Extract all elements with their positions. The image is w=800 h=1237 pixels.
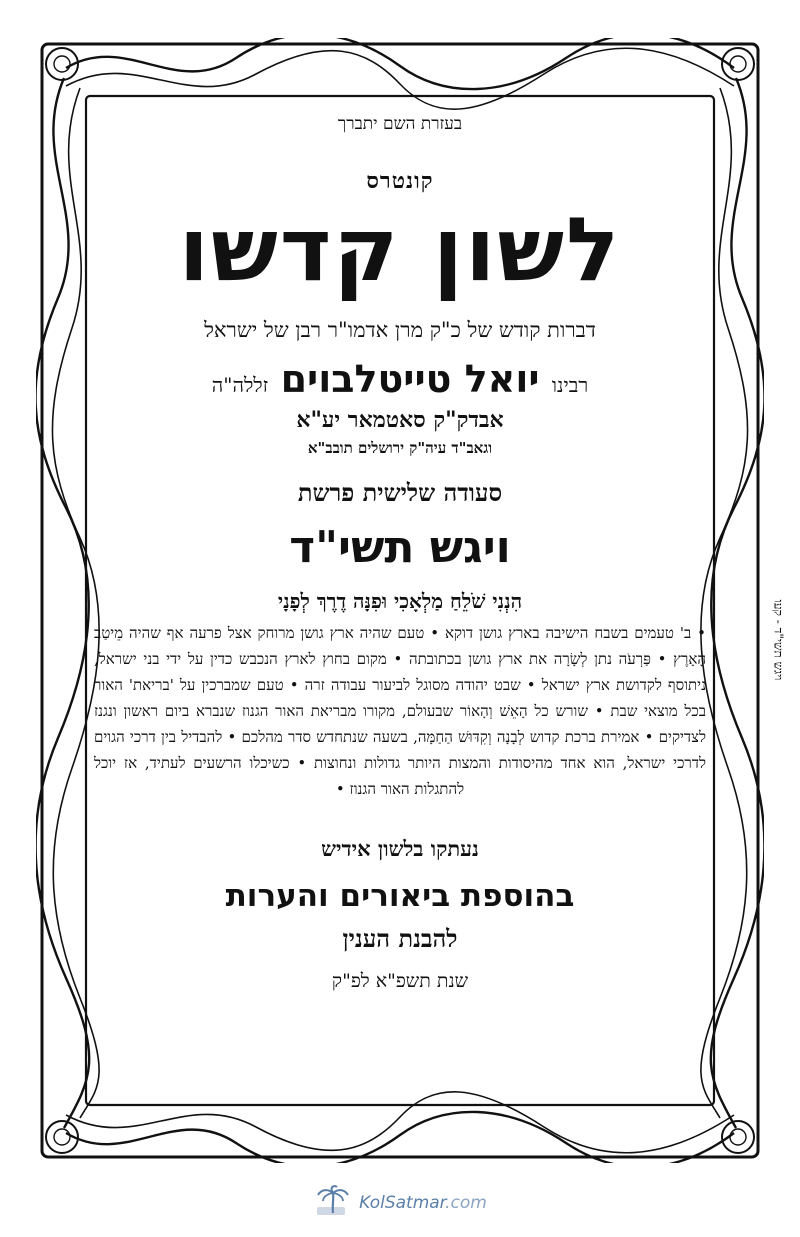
book-title: לשון קדשו <box>178 198 622 301</box>
side-page-note: ויגש תשי"ד - קעו <box>771 599 786 681</box>
rebbe-line <box>92 357 708 401</box>
rebbe-prefix: רבינו <box>551 373 589 397</box>
logo-name: KolSatmar <box>359 1193 446 1213</box>
for-understanding-line: להבנת הענין <box>342 924 458 953</box>
words-of-line: דברות קודש של כ"ק מרן אדמו"ר רבן של ישראל <box>204 318 596 342</box>
kuntres-label: קונטרס <box>366 168 434 194</box>
logo-text <box>359 1193 487 1213</box>
parsha-title: ויגש תשי"ד <box>289 522 511 573</box>
rebbe-suffix: זללה"ה <box>211 373 269 397</box>
footer <box>0 1186 800 1220</box>
rebbe-name: יואל טייטלבוים <box>280 357 540 401</box>
title-page-content <box>92 104 708 1114</box>
verse-line: הִנְנִי שֹׁלֵחַ מַלְאָכִי וּפִנָּה דֶרֶךְ לְפָנָי <box>277 589 523 613</box>
year-line: שנת תשפ"א לפ"ק <box>331 970 469 992</box>
translated-line: נעתקו בלשון אידיש <box>321 836 479 861</box>
palm-tree-icon <box>313 1185 353 1221</box>
with-notes-line: בהוספת ביאורים והערות <box>225 878 575 914</box>
jerusalem-line: וגאב"ד עיה"ק ירושלים תובב"א <box>307 439 493 457</box>
topics-paragraph: • ב' טעמים בשבח הישיבה בארץ גושן דוקא • טעם שהיה ארץ גושן מרוחק אצל פרעה אף שהיה מֵיטַב הָאָרֶץ • פַּרְעֹה נתן לְשָׂרָה את ארץ גושן בכתובתה • מקום בחוץ לארץ הנכבש כדין על ידי בני ישראל, ניתוסף לקדושת ארץ ישראל • שבט יהודה מסוגל לביעור עבודה זרה • טעם שמברכין על 'בריאת' האור בכל מוצאי שבת • שורש כל הָאֵשׁ וְהָאוֹר שבעולם, מקורו מבריאת האור הגנוז שנברא ביום ראשון ונגנז לצדיקים • אמירת ברכת קדוש לְבָנָה וְקִדּוּשׁ הַחַמָּה, בשעה שנתחדש סדר מהלכם • להבדיל בין דרכי הגוים לדרכי ישראל, הוא אחד מהיסודות והמצות היותר גדולות ונחוצות • כשיכלו הרשעים לעתיד, אז יוכל להתגלות האור הגנוז • <box>94 624 706 798</box>
avdak-line: אבדק"ק סאטמאר יע"א <box>296 407 504 433</box>
kolsatmar-logo-link[interactable] <box>313 1185 487 1221</box>
logo-suffix: .com <box>445 1193 487 1213</box>
seuda-line: סעודה שלישית פרשת <box>297 478 503 507</box>
top-blessing: בעזרת השם יתברך <box>337 114 463 134</box>
